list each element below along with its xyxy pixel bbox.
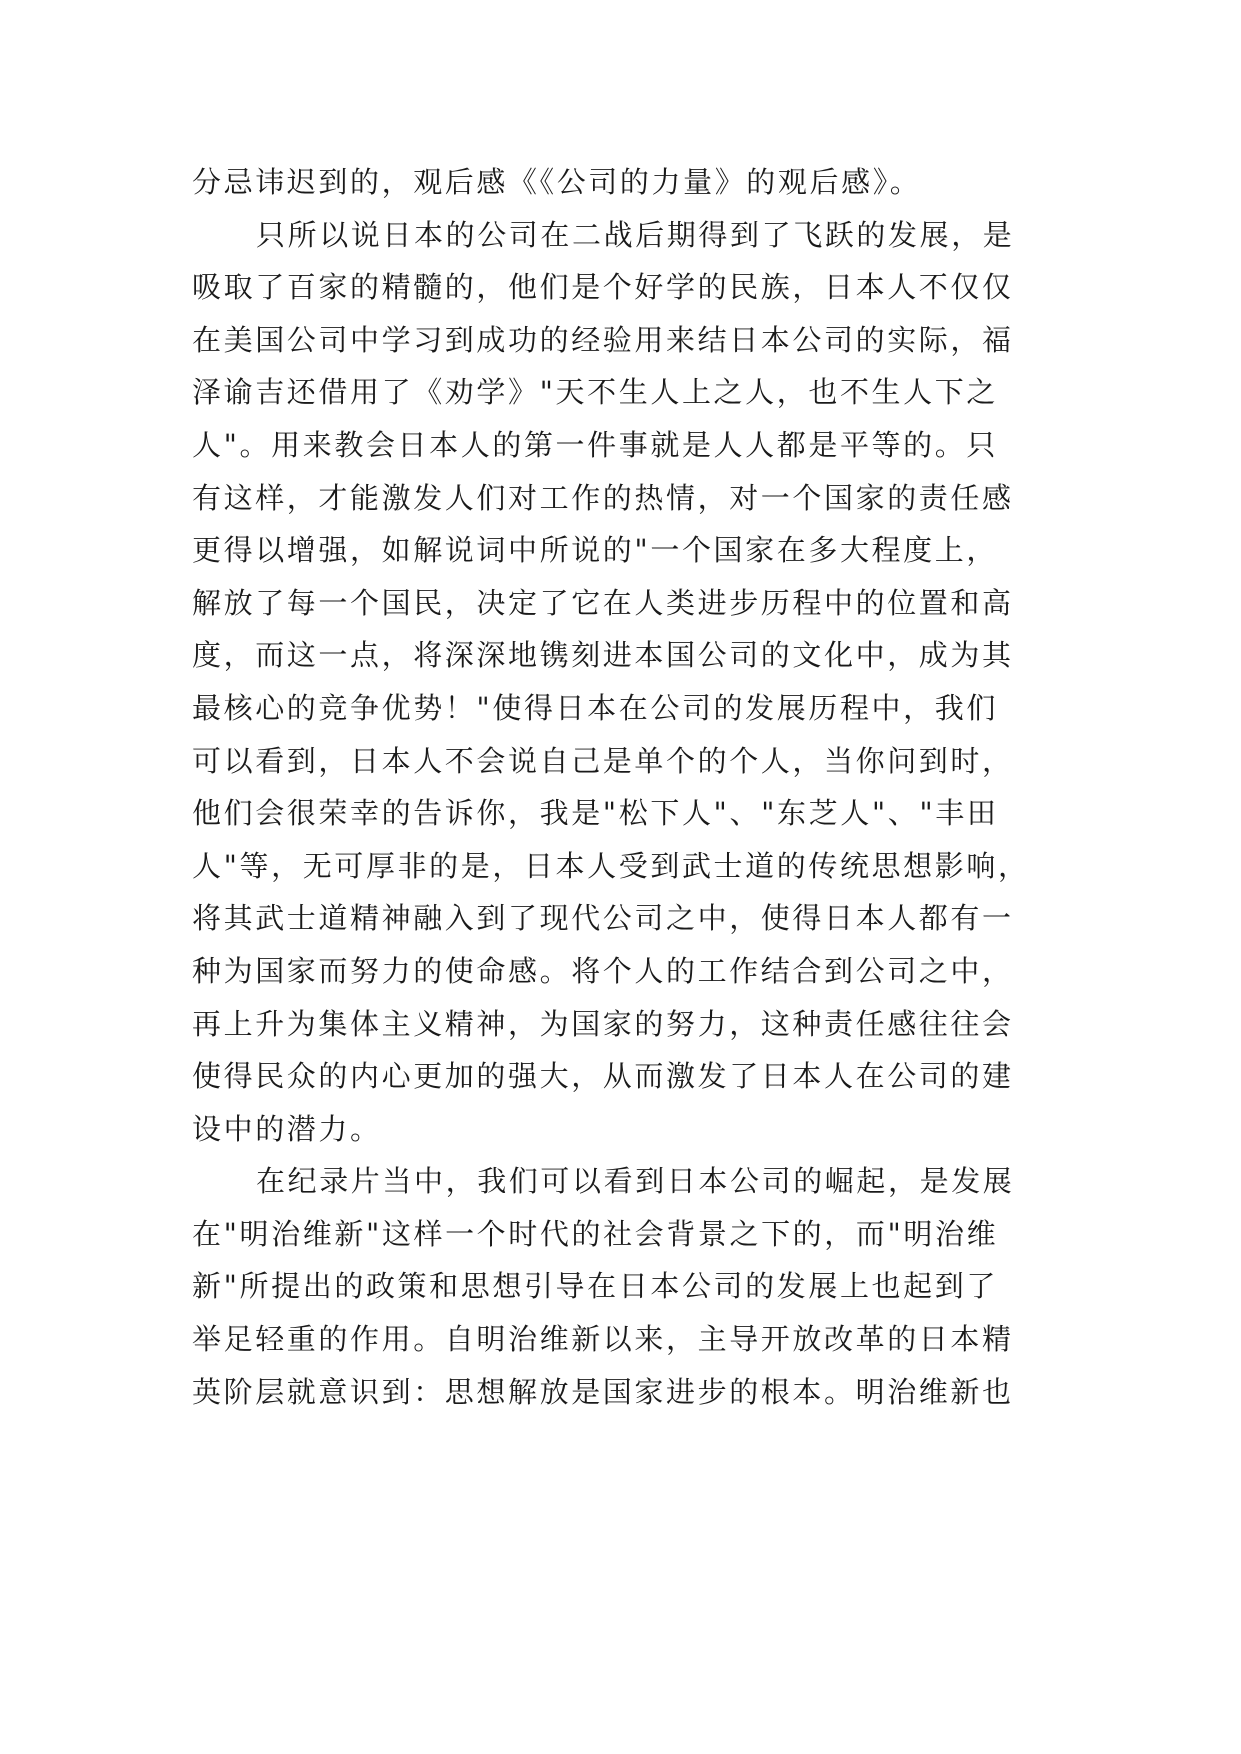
body-text bbox=[192, 156, 1072, 1418]
text-line: 将其武士道精神融入到了现代公司之中，使得日本人都有一 bbox=[192, 901, 1014, 936]
text-line: 可以看到，日本人不会说自己是单个的个人，当你问到时， bbox=[192, 743, 1014, 778]
text-line: 英阶层就意识到：思想解放是国家进步的根本。明治维新也 bbox=[192, 1374, 1014, 1409]
text-line: 有这样，才能激发人们对工作的热情，对一个国家的责任感 bbox=[192, 480, 1014, 515]
text-line: 分忌讳迟到的，观后感《《公司的力量》的观后感》。 bbox=[192, 165, 922, 199]
text-line: 最核心的竞争优势！"使得日本在公司的发展历程中，我们 bbox=[192, 690, 998, 725]
text-line: 吸取了百家的精髓的，他们是个好学的民族，日本人不仅仅 bbox=[192, 270, 1014, 305]
text-line: 更得以增强，如解说词中所说的"一个国家在多大程度上， bbox=[192, 533, 998, 568]
text-line: 使得民众的内心更加的强大，从而激发了日本人在公司的建 bbox=[192, 1059, 1014, 1094]
text-line: 再上升为集体主义精神，为国家的努力，这种责任感往往会 bbox=[192, 1006, 1014, 1041]
paragraph-start-line: 在纪录片当中，我们可以看到日本公司的崛起，是发展 bbox=[256, 1164, 1015, 1199]
text-line: 泽谕吉还借用了《劝学》"天不生人上之人，也不生人下之 bbox=[192, 375, 998, 410]
text-line: 他们会很荣幸的告诉你，我是"松下人"、"东芝人"、"丰田 bbox=[192, 796, 999, 831]
text-line: 人"等，无可厚非的是，日本人受到武士道的传统思想影响， bbox=[192, 848, 1030, 883]
text-line: 举足轻重的作用。自明治维新以来，主导开放改革的日本精 bbox=[192, 1322, 1014, 1357]
text-line: 人"。用来教会日本人的第一件事就是人人都是平等的。只 bbox=[192, 427, 998, 462]
text-line: 新"所提出的政策和思想引导在日本公司的发展上也起到了 bbox=[192, 1269, 998, 1304]
paragraph-start-line: 只所以说日本的公司在二战后期得到了飞跃的发展，是 bbox=[256, 217, 1015, 252]
text-line: 种为国家而努力的使命感。将个人的工作结合到公司之中， bbox=[192, 953, 1014, 988]
text-line: 在"明治维新"这样一个时代的社会背景之下的，而"明治维 bbox=[192, 1216, 999, 1251]
text-line: 度，而这一点，将深深地镌刻进本国公司的文化中，成为其 bbox=[192, 638, 1014, 673]
text-line: 在美国公司中学习到成功的经验用来结日本公司的实际，福 bbox=[192, 322, 1014, 357]
text-line: 设中的潜力。 bbox=[192, 1111, 382, 1146]
text-line: 解放了每一个国民，决定了它在人类进步历程中的位置和高 bbox=[192, 585, 1014, 620]
